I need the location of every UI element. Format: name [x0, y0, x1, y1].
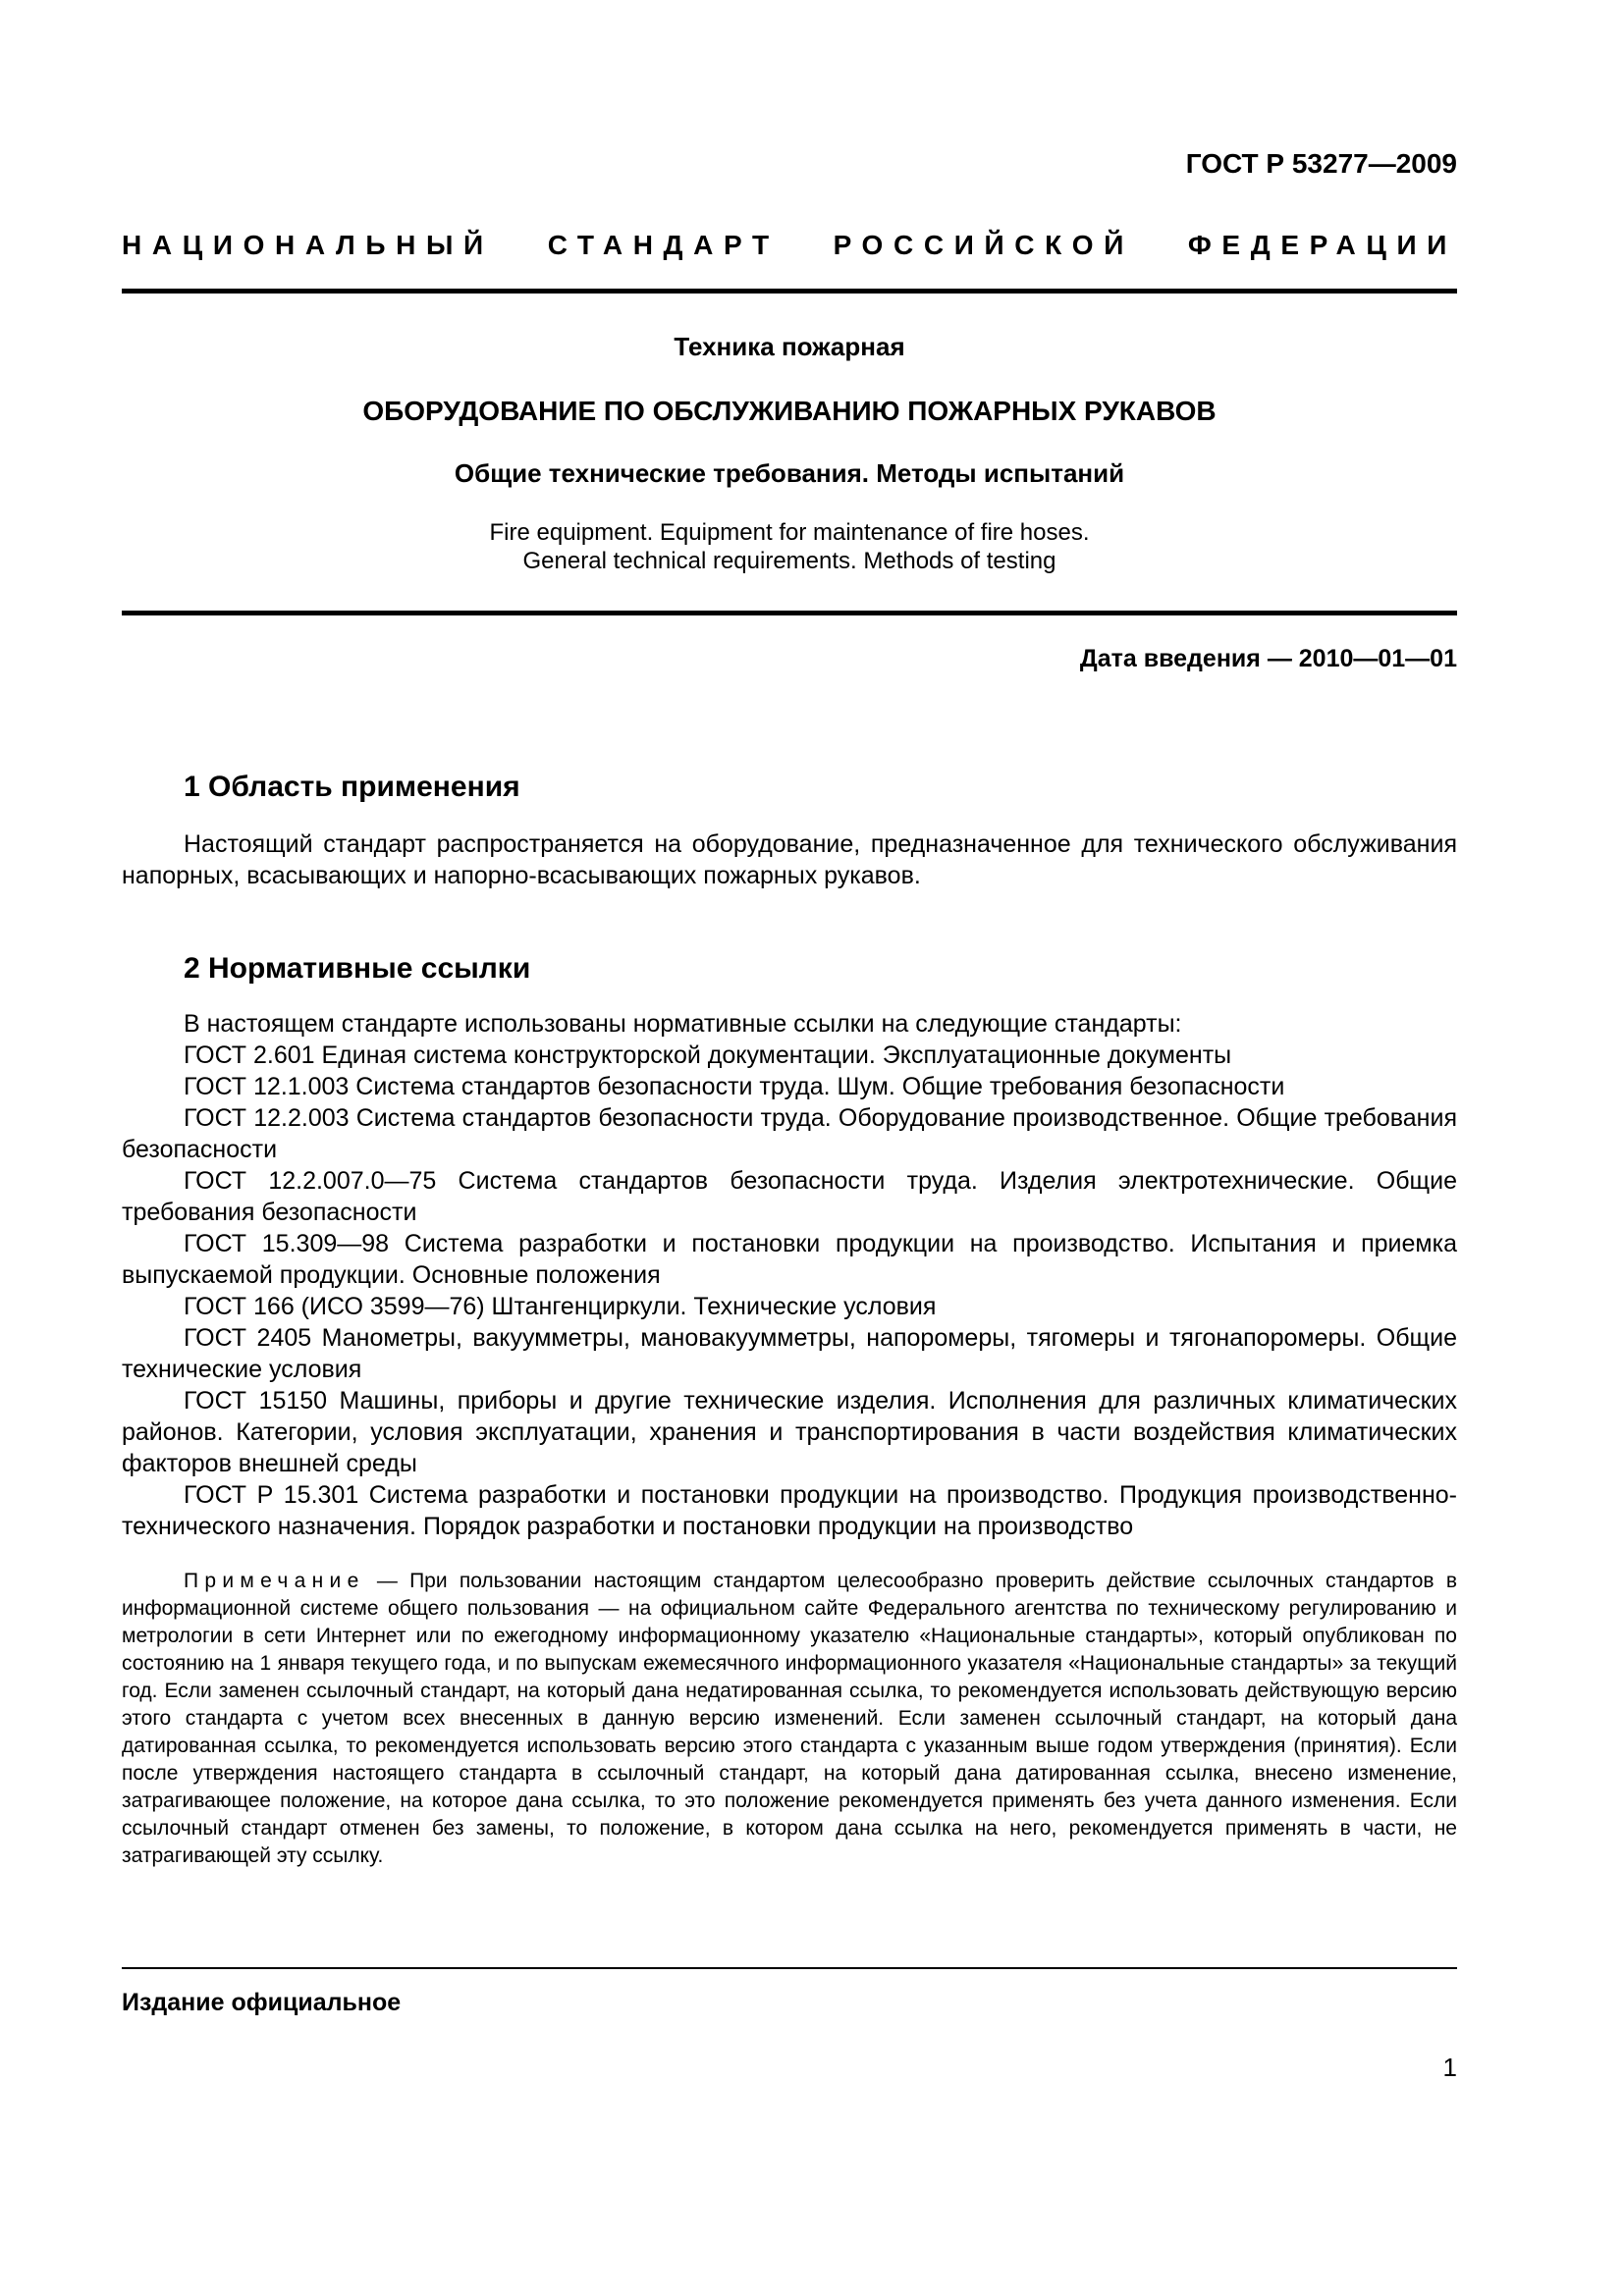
reference-item: ГОСТ 15150 Машины, приборы и другие технические изделия. Исполнения для различных климатических районов. Категории, условия эксплуатации, хранения и транспортирования в части воздействия климатических факторов внешней среды [122, 1387, 1457, 1477]
title-english [122, 518, 1457, 575]
reference-item: ГОСТ 12.2.007.0—75 Система стандартов безопасности труда. Изделия электротехнические. Общие требования безопасности [122, 1167, 1457, 1226]
references-note [122, 1568, 1457, 1870]
footer-rule [122, 1967, 1457, 1969]
standard-type-header: НАЦИОНАЛЬНЫЙ СТАНДАРТ РОССИЙСКОЙ ФЕДЕРАЦИИ [122, 230, 1457, 260]
reference-item: ГОСТ 166 (ИСО 3599—76) Штангенциркули. Технические условия [184, 1293, 937, 1320]
top-rule [122, 289, 1457, 294]
doc-number: ГОСТ Р 53277—2009 [1185, 148, 1457, 179]
scope-paragraph: Настоящий стандарт распространяется на оборудование, предназначенное для технического обслуживания напорных, всасывающих и напорно-всасывающих пожарных рукавов. [122, 830, 1457, 889]
section-heading-scope: 1 Область применения [184, 771, 520, 803]
references-intro: В настоящем стандарте использованы нормативные ссылки на следующие стандарты: [184, 1010, 1182, 1038]
title-subject: Техника пожарная [674, 332, 905, 361]
title-main: ОБОРУДОВАНИЕ ПО ОБСЛУЖИВАНИЮ ПОЖАРНЫХ РУКАВОВ [362, 396, 1217, 426]
reference-item: ГОСТ 2.601 Единая система конструкторской документации. Эксплуатационные документы [184, 1041, 1232, 1069]
note-body: — При пользовании настоящим стандартом целесообразно проверить действие ссылочных стандартов в информационной системе общего пользования — на официальном сайте Федерального агентства по техническому регулированию и метрологии в сети Интернет или по ежегодному информационному указателю «Национальные стандарты», который опубликован по состоянию на 1 января текущего года, и по выпускам ежемесячного информационного указателя «Национальные стандарты» за текущий год. Если заменен ссылочный стандарт, на который дана недатированная ссылка, то рекомендуется использовать действующую версию этого стандарта с учетом всех внесенных в данную версию изменений. Если заменен ссылочный стандарт, на который дана датированная ссылка, то рекомендуется использовать версию этого стандарта с указанным выше годом утверждения (принятия). Если после утверждения настоящего стандарта в ссылочный стандарт, на который дана датированная ссылка, внесено изменение, затрагивающее положение, на которое дана ссылка, то это положение рекомендуется применять без учета данного изменения. Если ссылочный стандарт отменен без замены, то положение, в котором дана ссылка на него, рекомендуется применять в части, не затрагивающей эту ссылку. [122, 1570, 1457, 1867]
reference-item: ГОСТ 12.2.003 Система стандартов безопасности труда. Оборудование производственное. Общие требования безопасности [122, 1104, 1457, 1163]
title-bottom-rule [122, 611, 1457, 615]
effective-date: Дата введения — 2010—01—01 [1079, 645, 1457, 672]
reference-item: ГОСТ Р 15.301 Система разработки и постановки продукции на производство. Продукция производственно-технического назначения. Порядок разработки и постановки продукции на производство [122, 1481, 1457, 1540]
section-heading-references: 2 Нормативные ссылки [184, 952, 531, 985]
reference-item: ГОСТ 2405 Манометры, вакуумметры, мановакуумметры, напоромеры, тягомеры и тягонапоромеры. Общие технические условия [122, 1324, 1457, 1383]
reference-item: ГОСТ 15.309—98 Система разработки и постановки продукции на производство. Испытания и приемка выпускаемой продукции. Основные положения [122, 1230, 1457, 1289]
title-english-line-1: Fire equipment. Equipment for maintenance of fire hoses. [489, 519, 1090, 546]
title-subtitle: Общие технические требования. Методы испытаний [454, 458, 1125, 488]
title-english-line-2: General technical requirements. Methods of testing [522, 548, 1056, 574]
reference-item: ГОСТ 12.1.003 Система стандартов безопасности труда. Шум. Общие требования безопасности [184, 1073, 1285, 1100]
note-label: Примечание [184, 1570, 365, 1592]
page-number: 1 [1442, 2053, 1457, 2082]
edition-label: Издание официальное [122, 1989, 402, 2016]
